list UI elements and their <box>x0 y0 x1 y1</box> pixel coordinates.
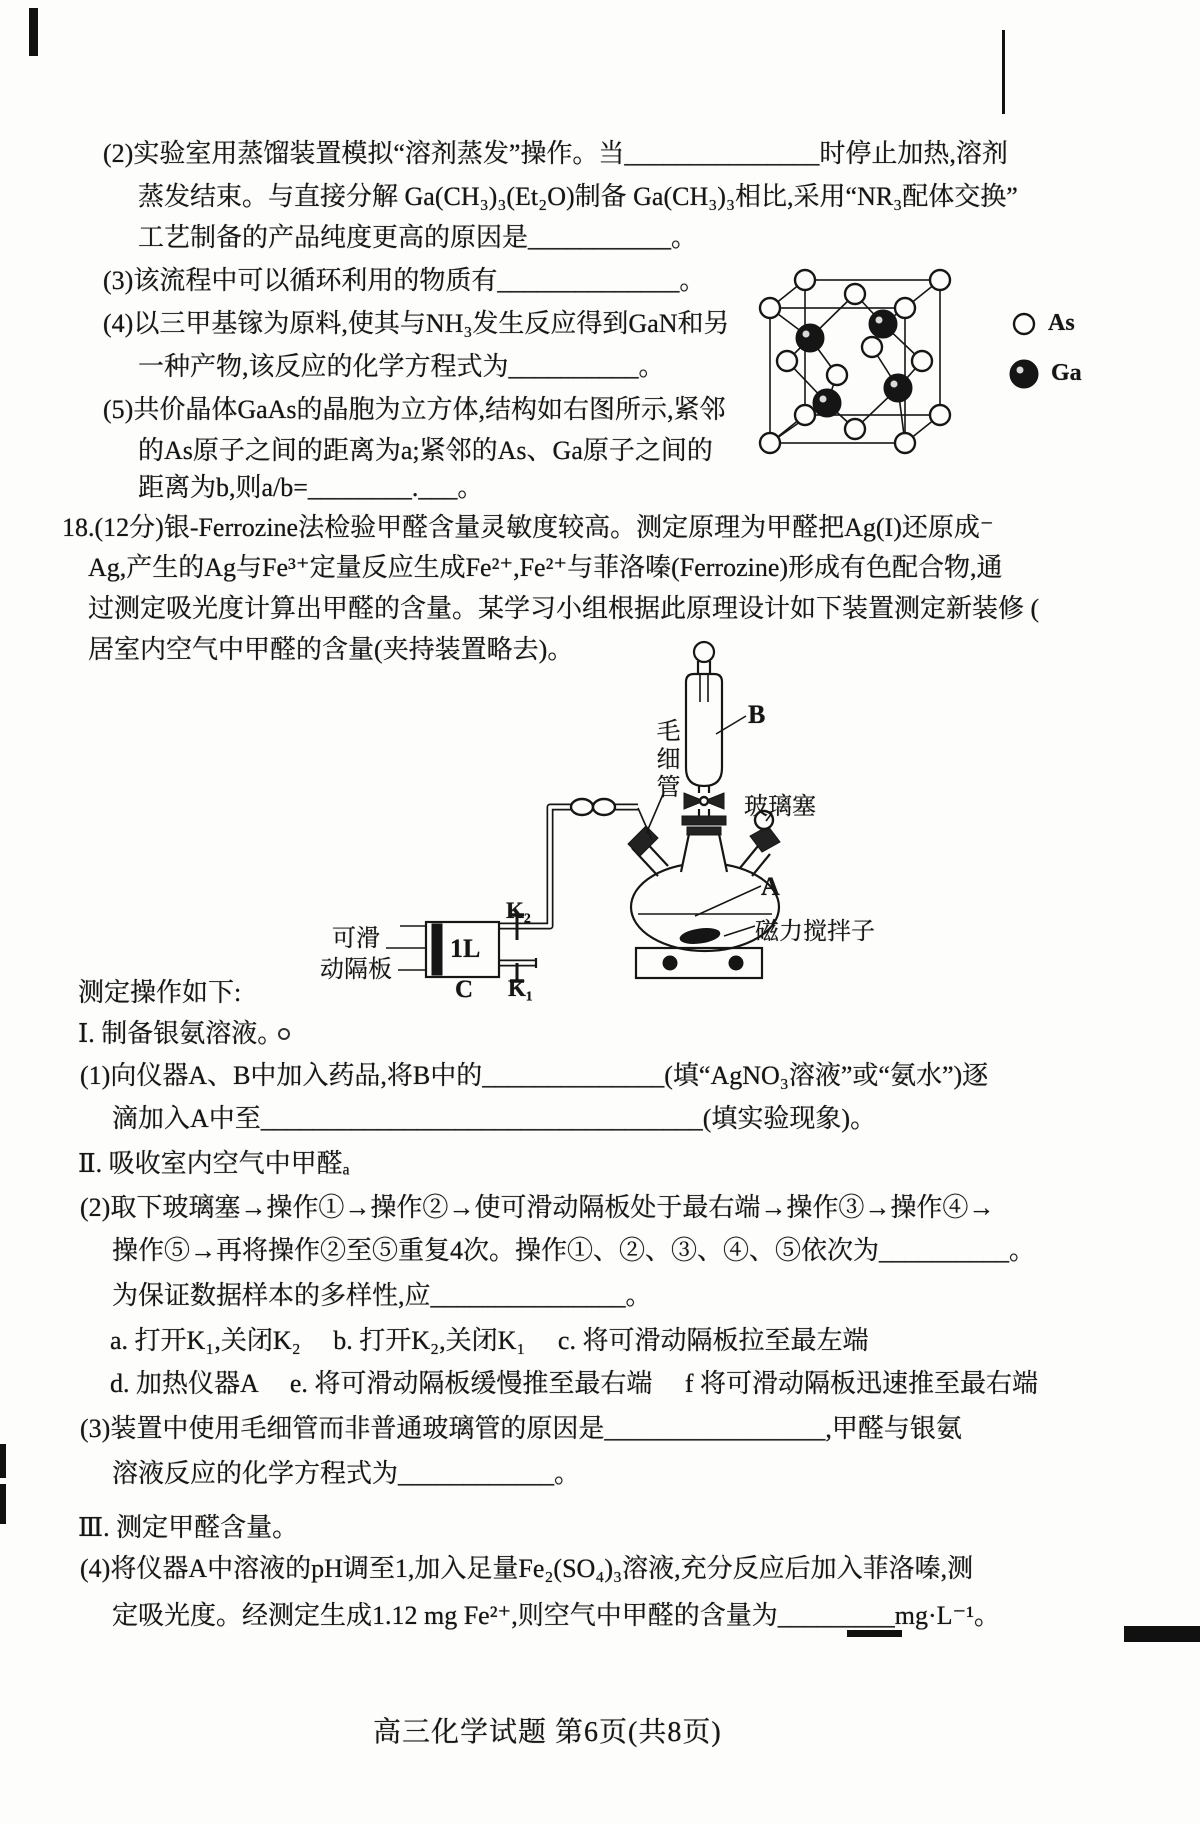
leader-b <box>716 716 746 734</box>
label-c: C <box>455 976 474 1003</box>
tube-connector <box>571 799 593 815</box>
label-slide-2: 动隔板 <box>320 957 392 983</box>
scan-artifact <box>0 1484 6 1524</box>
label-glass-stopper: 玻璃塞 <box>744 794 816 820</box>
legend-as-label: As <box>1048 310 1075 336</box>
q18-intro-line3: 过测定吸光度计算出甲醛的含量。某学习小组根据此原理设计如下装置测定新装修 ( <box>88 594 1040 623</box>
leader-a <box>695 886 761 916</box>
gaas-unit-cell-figure <box>755 258 1165 488</box>
legend-ga-label: Ga <box>1051 360 1082 386</box>
scan-artifact <box>1002 30 1005 114</box>
scan-artifact <box>847 1630 902 1637</box>
q18-item1-line2: 滴加入A中至__________________________________(填实验现象)。 <box>112 1104 877 1133</box>
q17-item2-line3: 工艺制备的产品纯度更高的原因是___________。 <box>138 223 698 252</box>
as-atoms <box>760 270 950 453</box>
q17-item5-line3: 距离为b,则a/b=________.___。 <box>138 473 484 502</box>
q18-intro-line4: 居室内空气中甲醛的含量(夹持装置略去)。 <box>88 635 574 664</box>
q18-options-line1: a. 打开K₁,关闭K₂ b. 打开K₂,关闭K₁ c. 将可滑动隔板拉至最左端 <box>110 1326 869 1355</box>
q17-item2-line2: 蒸发结束。与直接分解 Ga(CH₃)₃(Et₂O)制备 Ga(CH₃)₃相比,采用“NR₃配体交换” <box>138 182 1018 211</box>
q18-item3-line2: 溶液反应的化学方程式为____________。 <box>112 1459 581 1488</box>
label-stir-bar: 磁力搅拌子 <box>755 919 875 945</box>
label-volume: 1L <box>450 934 481 963</box>
q18-item4-line2: 定吸光度。经测定生成1.12 mg Fe²⁺,则空气中甲醛的含量为_________mg·L⁻¹。 <box>112 1601 1001 1630</box>
q17-item4-line2: 一种产物,该反应的化学方程式为__________。 <box>138 352 665 381</box>
funnel-top-ball <box>694 642 714 662</box>
legend-ga-icon <box>1010 360 1038 388</box>
label-slide-1: 可滑 <box>332 926 380 952</box>
q18-item2-line1: (2)取下玻璃塞→操作①→操作②→使可滑动隔板处于最右端→操作③→操作④→ <box>80 1193 995 1222</box>
funnel-joint <box>682 816 726 825</box>
q18-part1-title: Ⅰ. 制备银氨溶液。 <box>78 1019 284 1048</box>
q18-item2-line2: 操作⑤→再将操作②至⑤重复4次。操作①、②、③、④、⑤依次为__________。 <box>112 1236 1036 1265</box>
scan-artifact <box>1124 1626 1200 1642</box>
q18-item3-line1: (3)装置中使用毛细管而非普通玻璃管的原因是_________________,甲醛与银氨 <box>80 1414 962 1443</box>
label-a: A <box>761 872 780 901</box>
stir-bar <box>679 926 721 945</box>
scan-artifact <box>278 1028 290 1040</box>
page-footer: 高三化学试题 第6页(共8页) <box>373 1717 722 1748</box>
label-b: B <box>748 700 766 729</box>
label-k1: K₁ <box>508 976 533 1001</box>
q18-part3-title: Ⅲ. 测定甲醛含量。 <box>78 1513 299 1542</box>
ga-atoms <box>796 310 912 417</box>
q18-intro-line2: Ag,产生的Ag与Fe³⁺定量反应生成Fe²⁺,Fe²⁺与菲洛嗪(Ferrozine)形成有色配合物,通 <box>88 553 1003 582</box>
q17-item5-line1: (5)共价晶体GaAs的晶胞为立方体,结构如右图所示,紧邻 <box>103 395 726 424</box>
q17-item2-line1: (2)实验室用蒸馏装置模拟“溶剂蒸发”操作。当_______________时停止加热,溶剂 <box>103 139 1008 168</box>
q18-intro-line1: 18.(12分)银-Ferrozine法检验甲醛含量灵敏度较高。测定原理为甲醛把Ag(I)还原成⁻ <box>62 513 994 542</box>
q18-item2-line3: 为保证数据样本的多样性,应_______________。 <box>112 1281 652 1310</box>
q17-item5-line2: 的As原子之间的距离为a;紧邻的As、Ga原子之间的 <box>138 436 713 465</box>
q18-item1-line1: (1)向仪器A、B中加入药品,将B中的______________(填“AgNO₃溶液”或“氨水”)逐 <box>80 1061 989 1090</box>
label-capillary: 毛细管 <box>652 718 678 802</box>
scan-artifact <box>0 1444 6 1478</box>
q17-item3-line1: (3)该流程中可以循环利用的物质有______________。 <box>103 266 706 295</box>
label-k2: K₂ <box>506 898 531 923</box>
funnel-bulb <box>686 674 722 786</box>
scan-artifact <box>29 8 38 56</box>
q18-part2-title: Ⅱ. 吸收室内空气中甲醛ₐ <box>78 1149 350 1178</box>
q18-item4-line1: (4)将仪器A中溶液的pH调至1,加入足量Fe₂(SO₄)₃溶液,充分反应后加入菲洛嗪,测 <box>80 1554 974 1583</box>
q18-options-line2: d. 加热仪器A e. 将可滑动隔板缓慢推至最右端 f 将可滑动隔板迅速推至最右端 <box>110 1369 1039 1398</box>
q18-op-intro: 测定操作如下: <box>78 978 242 1007</box>
q17-item4-line1: (4)以三甲基镓为原料,使其与NH₃发生反应得到GaN和另 <box>103 309 730 338</box>
slidable-partition <box>432 924 442 975</box>
leader-stir-bar <box>724 926 755 936</box>
legend-as-icon <box>1014 314 1034 334</box>
